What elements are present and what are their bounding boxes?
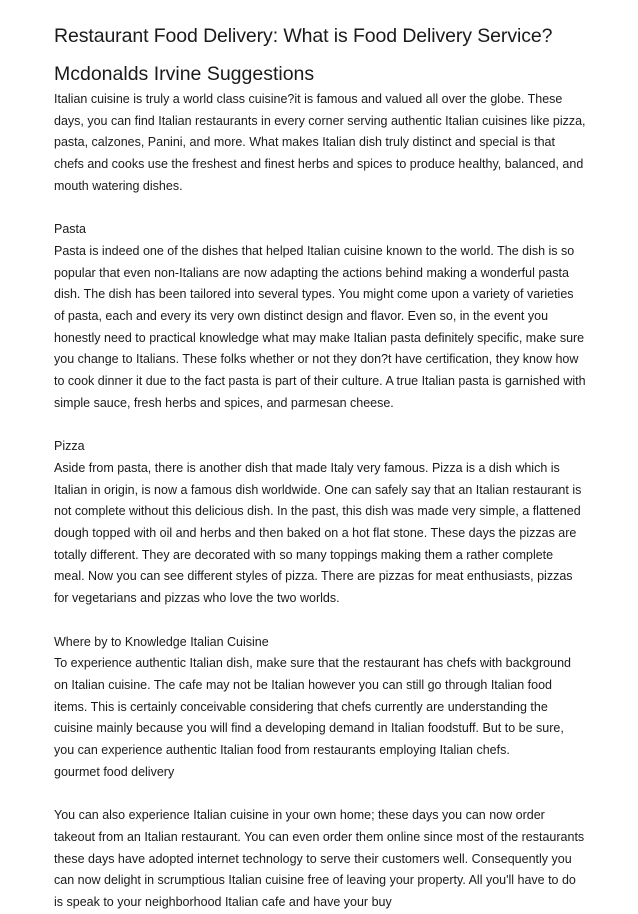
section-body-pizza: Aside from pasta, there is another dish that made Italy very famous. Pizza is a dish which is Italian in origin, is now a famous dish worldwide. One can safely say that an Italian restaurant is not complete without this delicious dish. In the past, this dish was made very simple, a flattened dough topped with oil and herbs and then baked on a hot flat stone. These days the pizzas are totally different. They are decorated with so many toppings making them a rather complete meal. Now you can see different styles of pizza. There are pizzas for meat enthusiasts, pizzas for vegetarians and pizzas who love the two worlds. <box>54 460 582 606</box>
section-heading-pizza: Pizza <box>54 439 85 454</box>
section-heading-pasta: Pasta <box>54 222 86 237</box>
document-subtitle: Mcdonalds Irvine Suggestions <box>54 63 315 85</box>
inline-link-text: gourmet food delivery <box>54 764 175 779</box>
intro-paragraph: Italian cuisine is truly a world class cuisine?it is famous and valued all over the globe. These days, you can find Italian restaurants in every corner serving authentic Italian cuisines like pizza, pasta, calzones, Panini, and more. What makes Italian dish truly distinct and special is that chefs and cooks use the freshest and finest herbs and spices to produce healthy, balanced, and mouth watering dishes. <box>54 92 586 193</box>
document-title: Restaurant Food Delivery: What is Food Delivery Service? <box>54 25 553 47</box>
paragraph-gap <box>54 610 586 632</box>
document-page <box>54 22 586 914</box>
closing-paragraph: You can also experience Italian cuisine in your own home; these days you can now order takeout from an Italian restaurant. You can even order them online since most of the restaurants these days have adopted internet technology to serve their customers well. Consequently you can now delight in scrumptious Italian cuisine free of leaving your property. All you'll have to do is speak to your neighborhood Italian cafe and have your buy <box>54 808 585 909</box>
paragraph-gap <box>54 198 586 220</box>
paragraph-gap <box>54 415 586 437</box>
section-body-where: To experience authentic Italian dish, make sure that the restaurant has chefs with background on Italian cuisine. The cafe may not be Italian however you can still go through Italian food items. This is certainly conceivable considering that chefs currently are understanding the cuisine mainly because you will find a developing demand in Italian foodstuff. But to be sure, you can experience authentic Italian food from restaurants employing Italian chefs. <box>54 656 571 758</box>
paragraph-gap <box>54 783 586 805</box>
section-heading-where: Where by to Knowledge Italian Cuisine <box>54 634 269 649</box>
section-body-pasta: Pasta is indeed one of the dishes that helped Italian cuisine known to the world. The dish is so popular that even non-Italians are now adapting the actions behind making a wonderful pasta dish. The dish has been tailored into several types. You might come upon a variety of varieties of pasta, each and every its very own distinct design and flavor. Even so, in the event you honestly need to practical knowledge what may make Italian pasta definitely specific, make sure you change to Italians. These folks whether or not they don?t have certification, they know how to cook dinner it due to the fact pasta is part of their culture. A true Italian pasta is garnished with simple sauce, fresh herbs and spices, and parmesan cheese. <box>54 243 586 410</box>
